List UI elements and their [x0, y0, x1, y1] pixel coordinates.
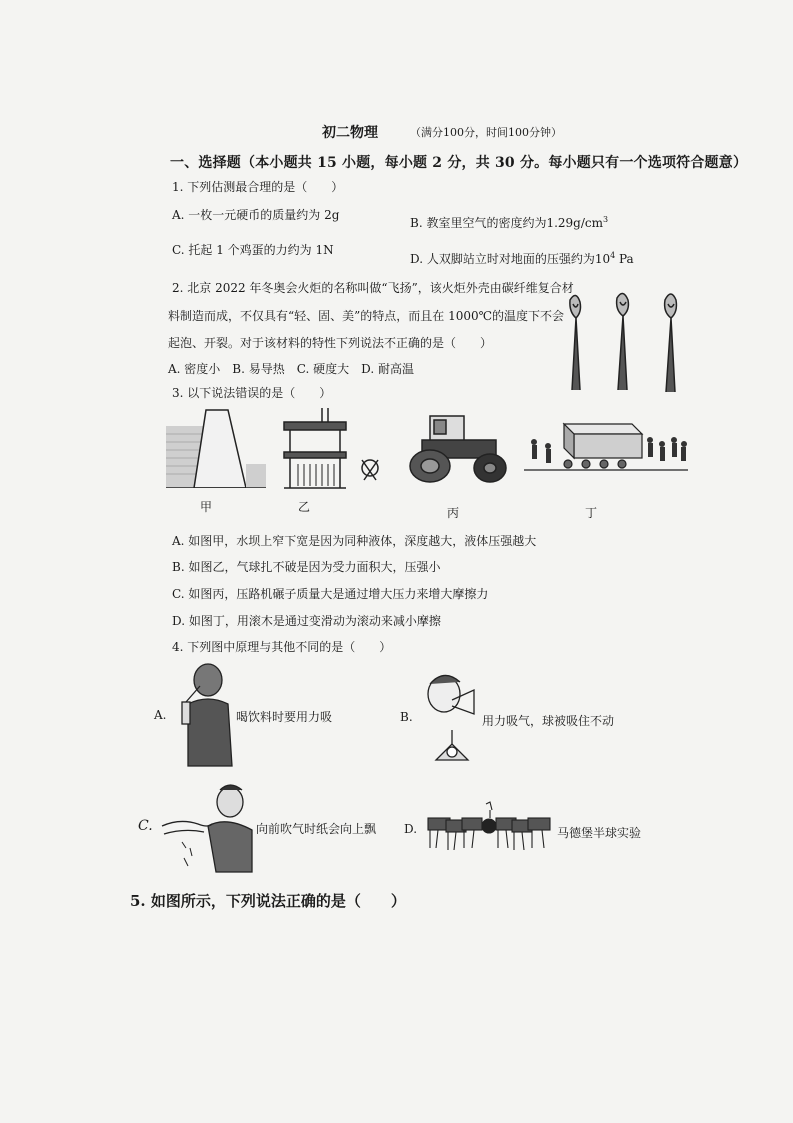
q1-option-d: D. 人双脚站立时对地面的压强约为$10^4$ Pa: [410, 251, 634, 266]
funnel-ball-figure: [416, 670, 482, 766]
q3-option-a: A. 如图甲，水坝上窄下宽是因为同种液体，深度越大，液体压强越大: [172, 534, 537, 548]
q2-line-2: 料制造而成，不仅具有“轻、固、美”的特点，而且在 1000℃的温度下不会: [168, 309, 565, 323]
magdeburg-hemispheres-figure: [424, 800, 554, 860]
q3-option-c: C. 如图丙，压路机碾子质量大是通过增大压力来增大摩擦力: [172, 587, 489, 601]
fig-label-bing: 丙: [447, 506, 460, 520]
q2-options: A. 密度小 B. 易导热 C. 硬度大 D. 耐高温: [168, 362, 414, 376]
road-roller-figure: [404, 412, 512, 484]
q2-line-3: 起泡、开裂。对于该材料的特性下列说法不正确的是（ ）: [168, 336, 493, 350]
fig-label-jia: 甲: [200, 500, 213, 514]
fig-label-yi: 乙: [298, 500, 311, 514]
section-heading: 一、选择题（本小题共 15 小题，每小题 2 分，共 30 分。每小题只有一个选项符合题意）: [170, 155, 748, 171]
balloon-nail-figure: [280, 408, 390, 490]
q4-stem: 4. 下列图中原理与其他不同的是（ ）: [172, 640, 392, 654]
rolling-logs-figure: [524, 420, 688, 480]
torch-figure: [560, 288, 690, 398]
q3-stem: 3. 以下说法错误的是（ ）: [172, 386, 332, 400]
q1-stem: 1. 下列估测最合理的是（ ）: [172, 180, 344, 194]
blowing-paper-figure: [160, 778, 256, 874]
q4-option-c-letter: C.: [138, 818, 153, 834]
q2-line-1: 2. 北京 2022 年冬奥会火炬的名称叫做“飞扬”，该火炬外壳由碳纤维复合材: [172, 281, 574, 295]
q5-stem: 5. 如图所示，下列说法正确的是（ ）: [130, 892, 406, 910]
q3-option-d: D. 如图丁，用滚木是通过变滑动为滚动来减小摩擦: [172, 614, 441, 628]
q4-option-b-caption: 用力吸气，球被吸住不动: [482, 714, 615, 728]
drinking-boy-figure: [178, 660, 236, 768]
q1-option-c: C. 托起 1 个鸡蛋的力约为 1N: [172, 243, 334, 257]
q4-option-c-caption: 向前吹气时纸会向上飘: [256, 822, 377, 836]
q4-option-b-letter: B.: [400, 710, 413, 724]
exam-info: （满分100分，时间100分钟）: [410, 126, 562, 139]
q4-option-d-letter: D.: [404, 822, 418, 836]
dam-figure: [166, 408, 266, 488]
q4-option-a-letter: A.: [154, 708, 167, 722]
q3-option-b: B. 如图乙，气球扎不破是因为受力面积大，压强小: [172, 560, 441, 574]
q4-option-a-caption: 喝饮料时要用力吸: [236, 710, 333, 724]
q4-option-d-caption: 马德堡半球实验: [557, 826, 642, 840]
fig-label-ding: 丁: [585, 506, 598, 520]
q1-option-a: A. 一枚一元硬币的质量约为 2g: [172, 208, 340, 222]
q1-option-b: B. 教室里空气的密度约为$1.29g/cm^3$: [410, 215, 609, 230]
page-title: 初二物理: [322, 125, 378, 141]
